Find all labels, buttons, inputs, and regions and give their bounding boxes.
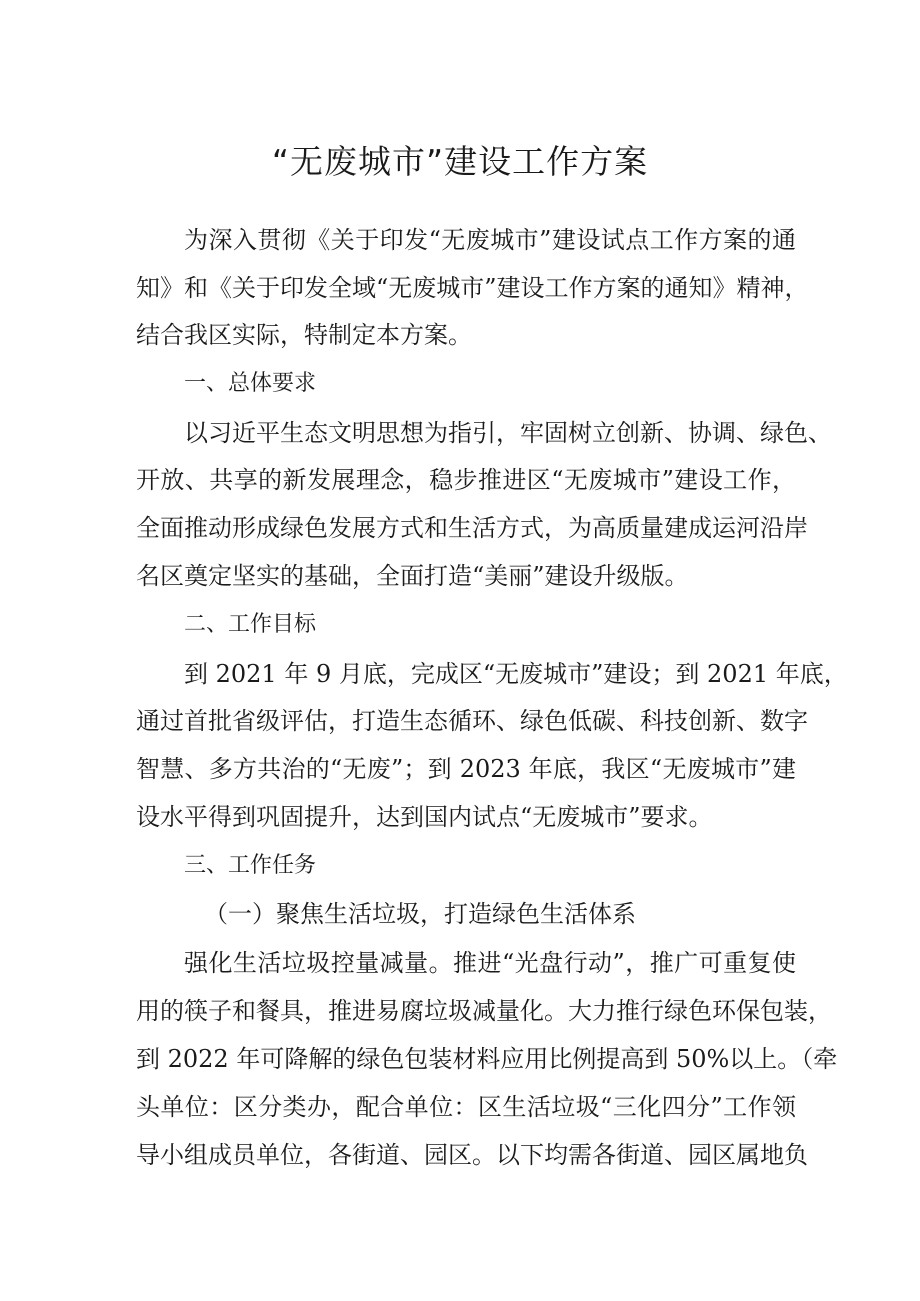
paragraph-line: 强化生活垃圾控量减量。推进“光盘行动”，推广可重复使 xyxy=(184,949,796,977)
section-heading: 三、工作任务 xyxy=(184,853,317,878)
paragraph-line: 头单位：区分类办，配合单位：区生活垃圾“三化四分”工作领 xyxy=(136,1093,796,1121)
paragraph-line: 智慧、多方共治的“无废”；到 2023 年底，我区“无废城市”建 xyxy=(136,755,796,783)
paragraph-line: 全面推动形成绿色发展方式和生活方式，为高质量建成运河沿岸 xyxy=(136,514,808,542)
paragraph-line: 导小组成员单位，各街道、园区。以下均需各街道、园区属地负 xyxy=(136,1141,808,1169)
paragraph-line: 知》和《关于印发全域“无废城市”建设工作方案的通知》精神， xyxy=(136,274,809,302)
section-heading: 一、总体要求 xyxy=(184,371,317,396)
subsection-heading: （一）聚焦生活垃圾，打造绿色生活体系 xyxy=(204,900,636,928)
paragraph-line: 到 2021 年 9 月底，完成区“无废城市”建设；到 2021 年底， xyxy=(184,660,848,688)
paragraph-line: 到 2022 年可降解的绿色包装材料应用比例提高到 50%以上。（牵 xyxy=(136,1045,838,1073)
paragraph-line: 为深入贯彻《关于印发“无废城市”建设试点工作方案的通 xyxy=(184,226,796,254)
paragraph-line: 通过首批省级评估，打造生态循环、绿色低碳、科技创新、数字 xyxy=(136,707,808,735)
section-heading: 二、工作目标 xyxy=(184,612,317,637)
paragraph-line: 设水平得到巩固提升，达到国内试点“无废城市”要求。 xyxy=(136,803,713,831)
document-title: “无废城市”建设工作方案 xyxy=(271,142,649,181)
paragraph-line: 名区奠定坚实的基础，全面打造“美丽”建设升级版。 xyxy=(136,562,689,590)
paragraph-line: 以习近平生态文明思想为指引，牢固树立创新、协调、绿色、 xyxy=(184,419,832,447)
paragraph-line: 开放、共享的新发展理念，稳步推进区“无废城市”建设工作， xyxy=(136,466,796,494)
paragraph-line: 结合我区实际，特制定本方案。 xyxy=(136,321,472,349)
paragraph-line: 用的筷子和餐具，推进易腐垃圾减量化。大力推行绿色环保包装， xyxy=(136,997,832,1025)
